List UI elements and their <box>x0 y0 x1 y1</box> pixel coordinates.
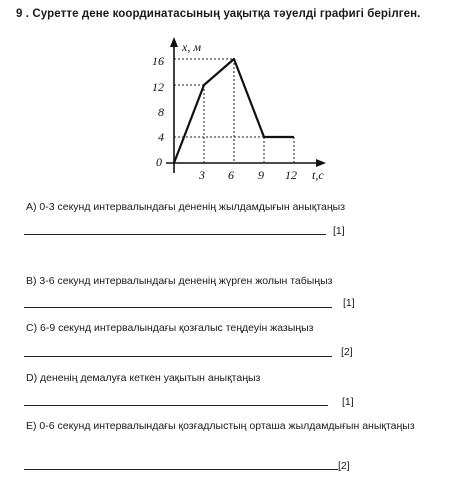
x-tick-6: 6 <box>228 168 234 182</box>
y-tick-16: 16 <box>152 54 164 68</box>
answer-line-d[interactable] <box>24 405 328 406</box>
y-tick-4: 4 <box>158 130 164 144</box>
mark-c: [2] <box>341 346 353 358</box>
coordinate-time-graph <box>140 33 340 183</box>
mark-b: [1] <box>343 297 355 309</box>
x-axis-arrow-icon <box>316 159 326 167</box>
question-a: A) 0-3 секунд интервалындағы дененің жылдамдығын анықтаңыз <box>26 201 346 213</box>
mark-e: [2] <box>338 460 350 472</box>
y-tick-8: 8 <box>158 105 164 119</box>
answer-line-b[interactable] <box>24 307 332 308</box>
answer-line-a[interactable] <box>24 234 326 235</box>
x-tick-9: 9 <box>258 168 264 182</box>
question-b: B) 3-6 секунд интервалындағы дененің жүрген жолын табыңыз <box>26 275 333 287</box>
question-d: D) дененің демалуға кеткен уақытын анықтаңыз <box>26 372 261 384</box>
task-title: 9 . Суретте дене координатасының уақытқа тәуелді графигі берілген. <box>16 8 421 20</box>
x-tick-12: 12 <box>285 168 297 182</box>
x-tick-3: 3 <box>199 168 205 182</box>
question-e: E) 0-6 секунд интервалындағы қозғадлыстың орташа жылдамдығын анықтаңыз <box>26 420 415 432</box>
mark-a: [1] <box>333 225 345 237</box>
y-axis-arrow-icon <box>170 37 178 47</box>
y-tick-12: 12 <box>152 80 164 94</box>
answer-line-e[interactable] <box>24 469 338 470</box>
x-axis-label: t,c <box>312 168 324 182</box>
y-tick-0: 0 <box>156 155 162 169</box>
y-axis-label: x, м <box>182 40 201 54</box>
dashed-guides <box>174 59 294 163</box>
question-c: C) 6-9 секунд интервалындағы қозғалыс теңдеуін жазыңыз <box>26 322 314 334</box>
mark-d: [1] <box>342 396 354 408</box>
answer-line-c[interactable] <box>24 356 332 357</box>
